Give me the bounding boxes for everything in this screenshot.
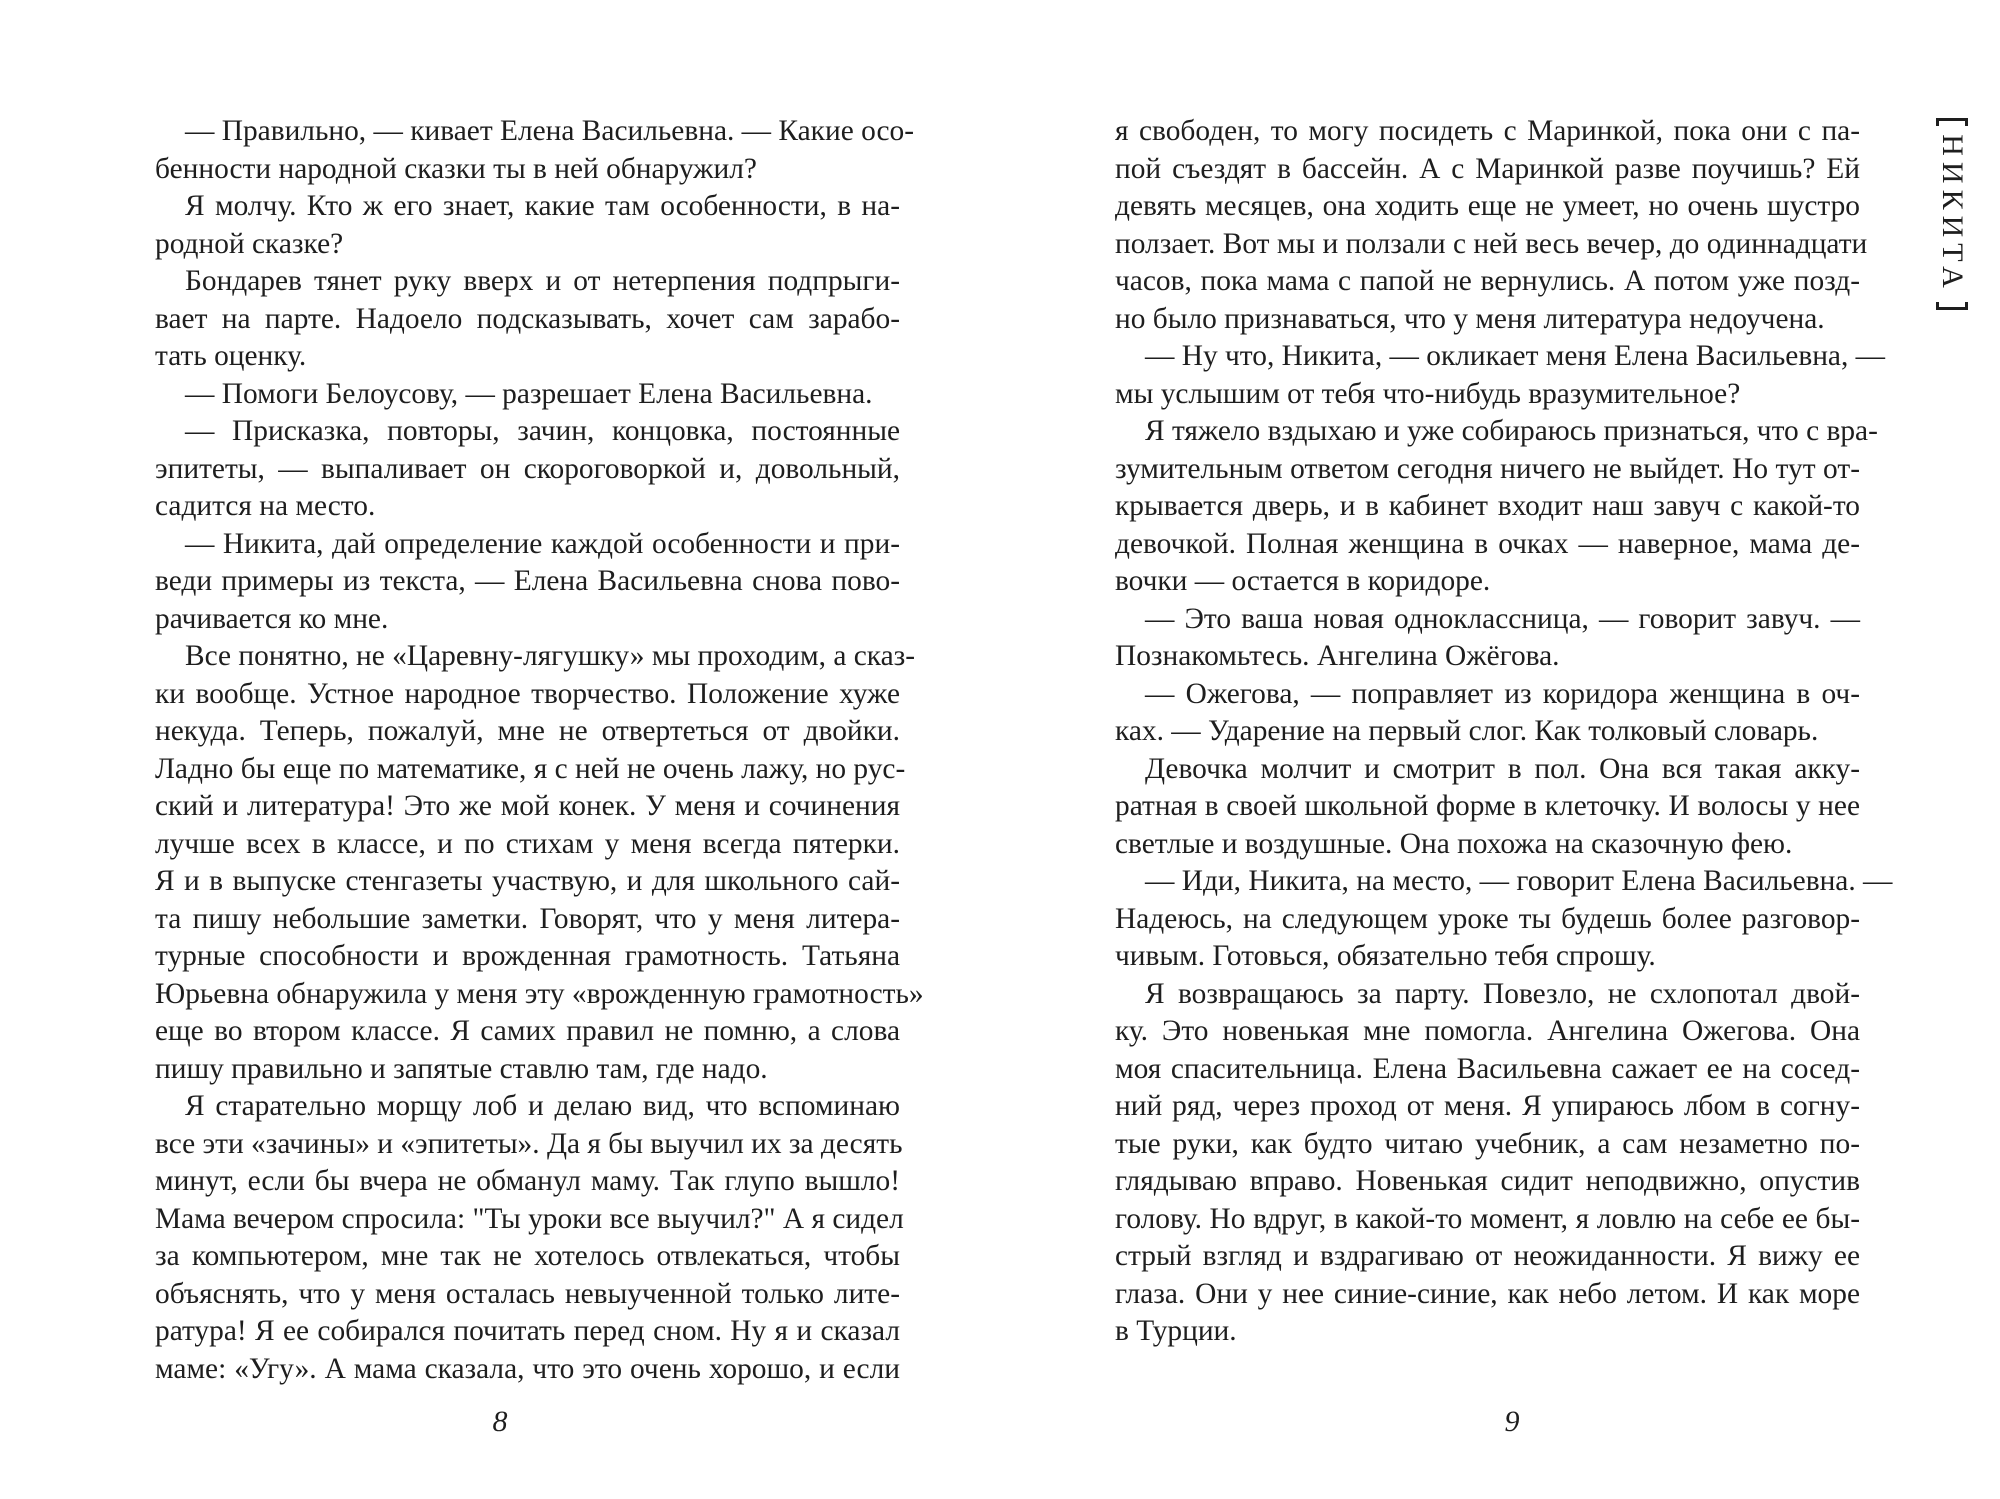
text-line: мы услышим от тебя что-нибудь вразумительное?	[1115, 377, 1741, 410]
text-line: Ладно бы еще по математике, я с ней не очень лажу, но рус-	[155, 752, 906, 785]
text-line: турные способности и врожденная грамотность. Татьяна	[155, 940, 900, 972]
text-line: Я тяжело вздыхаю и уже собираюсь признаться, что с вра-	[1145, 415, 1878, 447]
text-line: чивым. Готовься, обязательно тебя спрошу.	[1115, 940, 1656, 972]
text-line: бенности народной сказки ты в ней обнаружил?	[155, 152, 757, 185]
text-line: рачивается ко мне.	[155, 602, 389, 635]
text-line: девять месяцев, она ходить еще не умеет, но очень шустро	[1115, 190, 1860, 222]
text-line: моя спасительница. Елена Васильевна сажает ее на сосед-	[1115, 1052, 1860, 1085]
text-line: та пишу небольшие заметки. Говорят, что у меня литера-	[155, 902, 900, 935]
text-line: глядываю вправо. Новенькая сидит неподвижно, опустив	[1115, 1165, 1860, 1197]
text-line: лучше всех в классе, и по стихам у меня всегда пятерки.	[155, 827, 900, 860]
text-line: — Ну что, Никита, — окликает меня Елена Васильевна, —	[1145, 340, 1886, 372]
text-line: девочкой. Полная женщина в очках — наверное, мама де-	[1115, 527, 1860, 560]
text-line: но было признаваться, что у меня литература недоучена.	[1115, 302, 1825, 335]
text-line: — Помоги Белоусову, — разрешает Елена Васильевна.	[185, 377, 873, 410]
text-line: светлые и воздушные. Она похожа на сказочную фею.	[1115, 827, 1793, 860]
text-line: — Присказка, повторы, зачин, концовка, постоянные	[185, 415, 900, 447]
right-page	[1000, 0, 2000, 1499]
text-line: голову. Но вдруг, в какой-то момент, я ловлю на себе ее бы-	[1115, 1202, 1860, 1235]
text-line: веди примеры из текста, — Елена Васильевна снова пово-	[155, 565, 900, 597]
text-line: — Правильно, — кивает Елена Васильевна. — Какие осо-	[185, 115, 915, 147]
text-line: глаза. Они у нее синие-синие, как небо летом. И как море	[1115, 1277, 1860, 1310]
running-head-label: НИКИТА	[1936, 134, 1969, 294]
running-head	[1930, 118, 1974, 310]
text-line: некуда. Теперь, пожалуй, мне не отвертеться от двойки.	[155, 715, 900, 747]
text-line: тые руки, как будто читаю учебник, а сам незаметно по-	[1115, 1127, 1860, 1160]
text-line: ку. Это новенькая мне помогла. Ангелина Ожегова. Она	[1115, 1015, 1860, 1047]
text-line: ки вообще. Устное народное творчество. Положение хуже	[155, 677, 900, 710]
text-line: ках. — Ударение на первый слог. Как толковый словарь.	[1115, 715, 1819, 747]
text-line: объяснять, что у меня осталась невыученной только лите-	[155, 1277, 900, 1310]
text-line: минут, если бы вчера не обманул маму. Так глупо вышло!	[155, 1165, 900, 1197]
text-line: садится на место.	[155, 490, 376, 522]
text-line: ратура! Я ее собирался почитать перед сном. Ну я и сказал	[155, 1315, 900, 1347]
text-line: в Турции.	[1115, 1315, 1237, 1347]
text-line: часов, пока мама с папой не вернулись. А потом уже позд-	[1115, 265, 1860, 297]
right-page-text	[1115, 113, 1893, 1351]
page-number-right: 9	[1504, 1405, 1520, 1438]
running-head-bracket-top	[1936, 118, 1968, 126]
text-line: — Это ваша новая одноклассница, — говорит завуч. —	[1145, 602, 1860, 635]
text-line: ний ряд, через проход от меня. Я упираюсь лбом в согну-	[1115, 1090, 1860, 1122]
text-line: — Иди, Никита, на место, — говорит Елена Васильевна. —	[1145, 865, 1893, 897]
text-line: ползает. Вот мы и ползали с ней весь вечер, до одиннадцати	[1115, 227, 1868, 260]
text-line: тать оценку.	[155, 340, 307, 372]
text-line: Девочка молчит и смотрит в пол. Она вся такая акку-	[1145, 752, 1860, 785]
text-line: я свободен, то могу посидеть с Маринкой, пока они с па-	[1115, 115, 1860, 147]
text-line: зумительным ответом сегодня ничего не выйдет. Но тут от-	[1115, 452, 1860, 485]
text-line: Юрьевна обнаружила у меня эту «врожденную грамотность»	[155, 977, 924, 1010]
text-line: стрый взгляд и вздрагиваю от неожиданности. Я вижу ее	[1115, 1240, 1860, 1272]
text-line: — Ожегова, — поправляет из коридора женщина в оч-	[1145, 677, 1860, 710]
text-line: все эти «зачины» и «эпитеты». Да я бы выучил их за десять	[155, 1127, 903, 1160]
text-line: Я возвращаюсь за парту. Повезло, не схлопотал двой-	[1145, 977, 1860, 1010]
text-line: ратная в своей школьной форме в клеточку. И волосы у нее	[1115, 790, 1860, 822]
text-line: за компьютером, мне так не хотелось отвлекаться, чтобы	[155, 1240, 900, 1272]
left-page-text	[155, 113, 924, 1388]
text-line: Надеюсь, на следующем уроке ты будешь более разговор-	[1115, 902, 1860, 935]
running-head-bracket-bottom	[1936, 302, 1968, 310]
text-line: — Никита, дай определение каждой особенности и при-	[185, 527, 900, 560]
text-line: крывается дверь, и в кабинет входит наш завуч с какой-то	[1115, 490, 1860, 522]
text-line: пой съездят в бассейн. А с Маринкой разве поучишь? Ей	[1115, 152, 1860, 185]
text-line: ский и литература! Это же мой конек. У меня и сочинения	[155, 790, 900, 822]
text-line: еще во втором классе. Я самих правил не помню, а слова	[155, 1015, 900, 1047]
text-line: вает на парте. Надоело подсказывать, хочет сам зарабо-	[155, 302, 900, 335]
text-line: Все понятно, не «Царевну-лягушку» мы проходим, а сказ-	[185, 640, 916, 672]
text-line: Я и в выпуске стенгазеты участвую, и для школьного сай-	[155, 865, 900, 897]
text-line: пишу правильно и запятые ставлю там, где надо.	[155, 1052, 768, 1085]
text-line: эпитеты, — выпаливает он скороговоркой и, довольный,	[155, 452, 900, 485]
text-line: родной сказке?	[155, 227, 344, 260]
text-line: Я старательно морщу лоб и делаю вид, что вспоминаю	[185, 1090, 900, 1122]
page-number-left: 8	[492, 1405, 508, 1438]
text-line: Мама вечером спросила: "Ты уроки все выучил?" А я сидел	[155, 1202, 904, 1235]
text-line: Познакомьтесь. Ангелина Ожёгова.	[1115, 640, 1560, 672]
text-line: Бондарев тянет руку вверх и от нетерпения подпрыги-	[185, 265, 900, 297]
text-line: вочки — остается в коридоре.	[1115, 565, 1491, 597]
text-line: Я молчу. Кто ж его знает, какие там особенности, в на-	[185, 190, 900, 222]
text-line: маме: «Угу». А мама сказала, что это очень хорошо, и если	[155, 1352, 900, 1385]
